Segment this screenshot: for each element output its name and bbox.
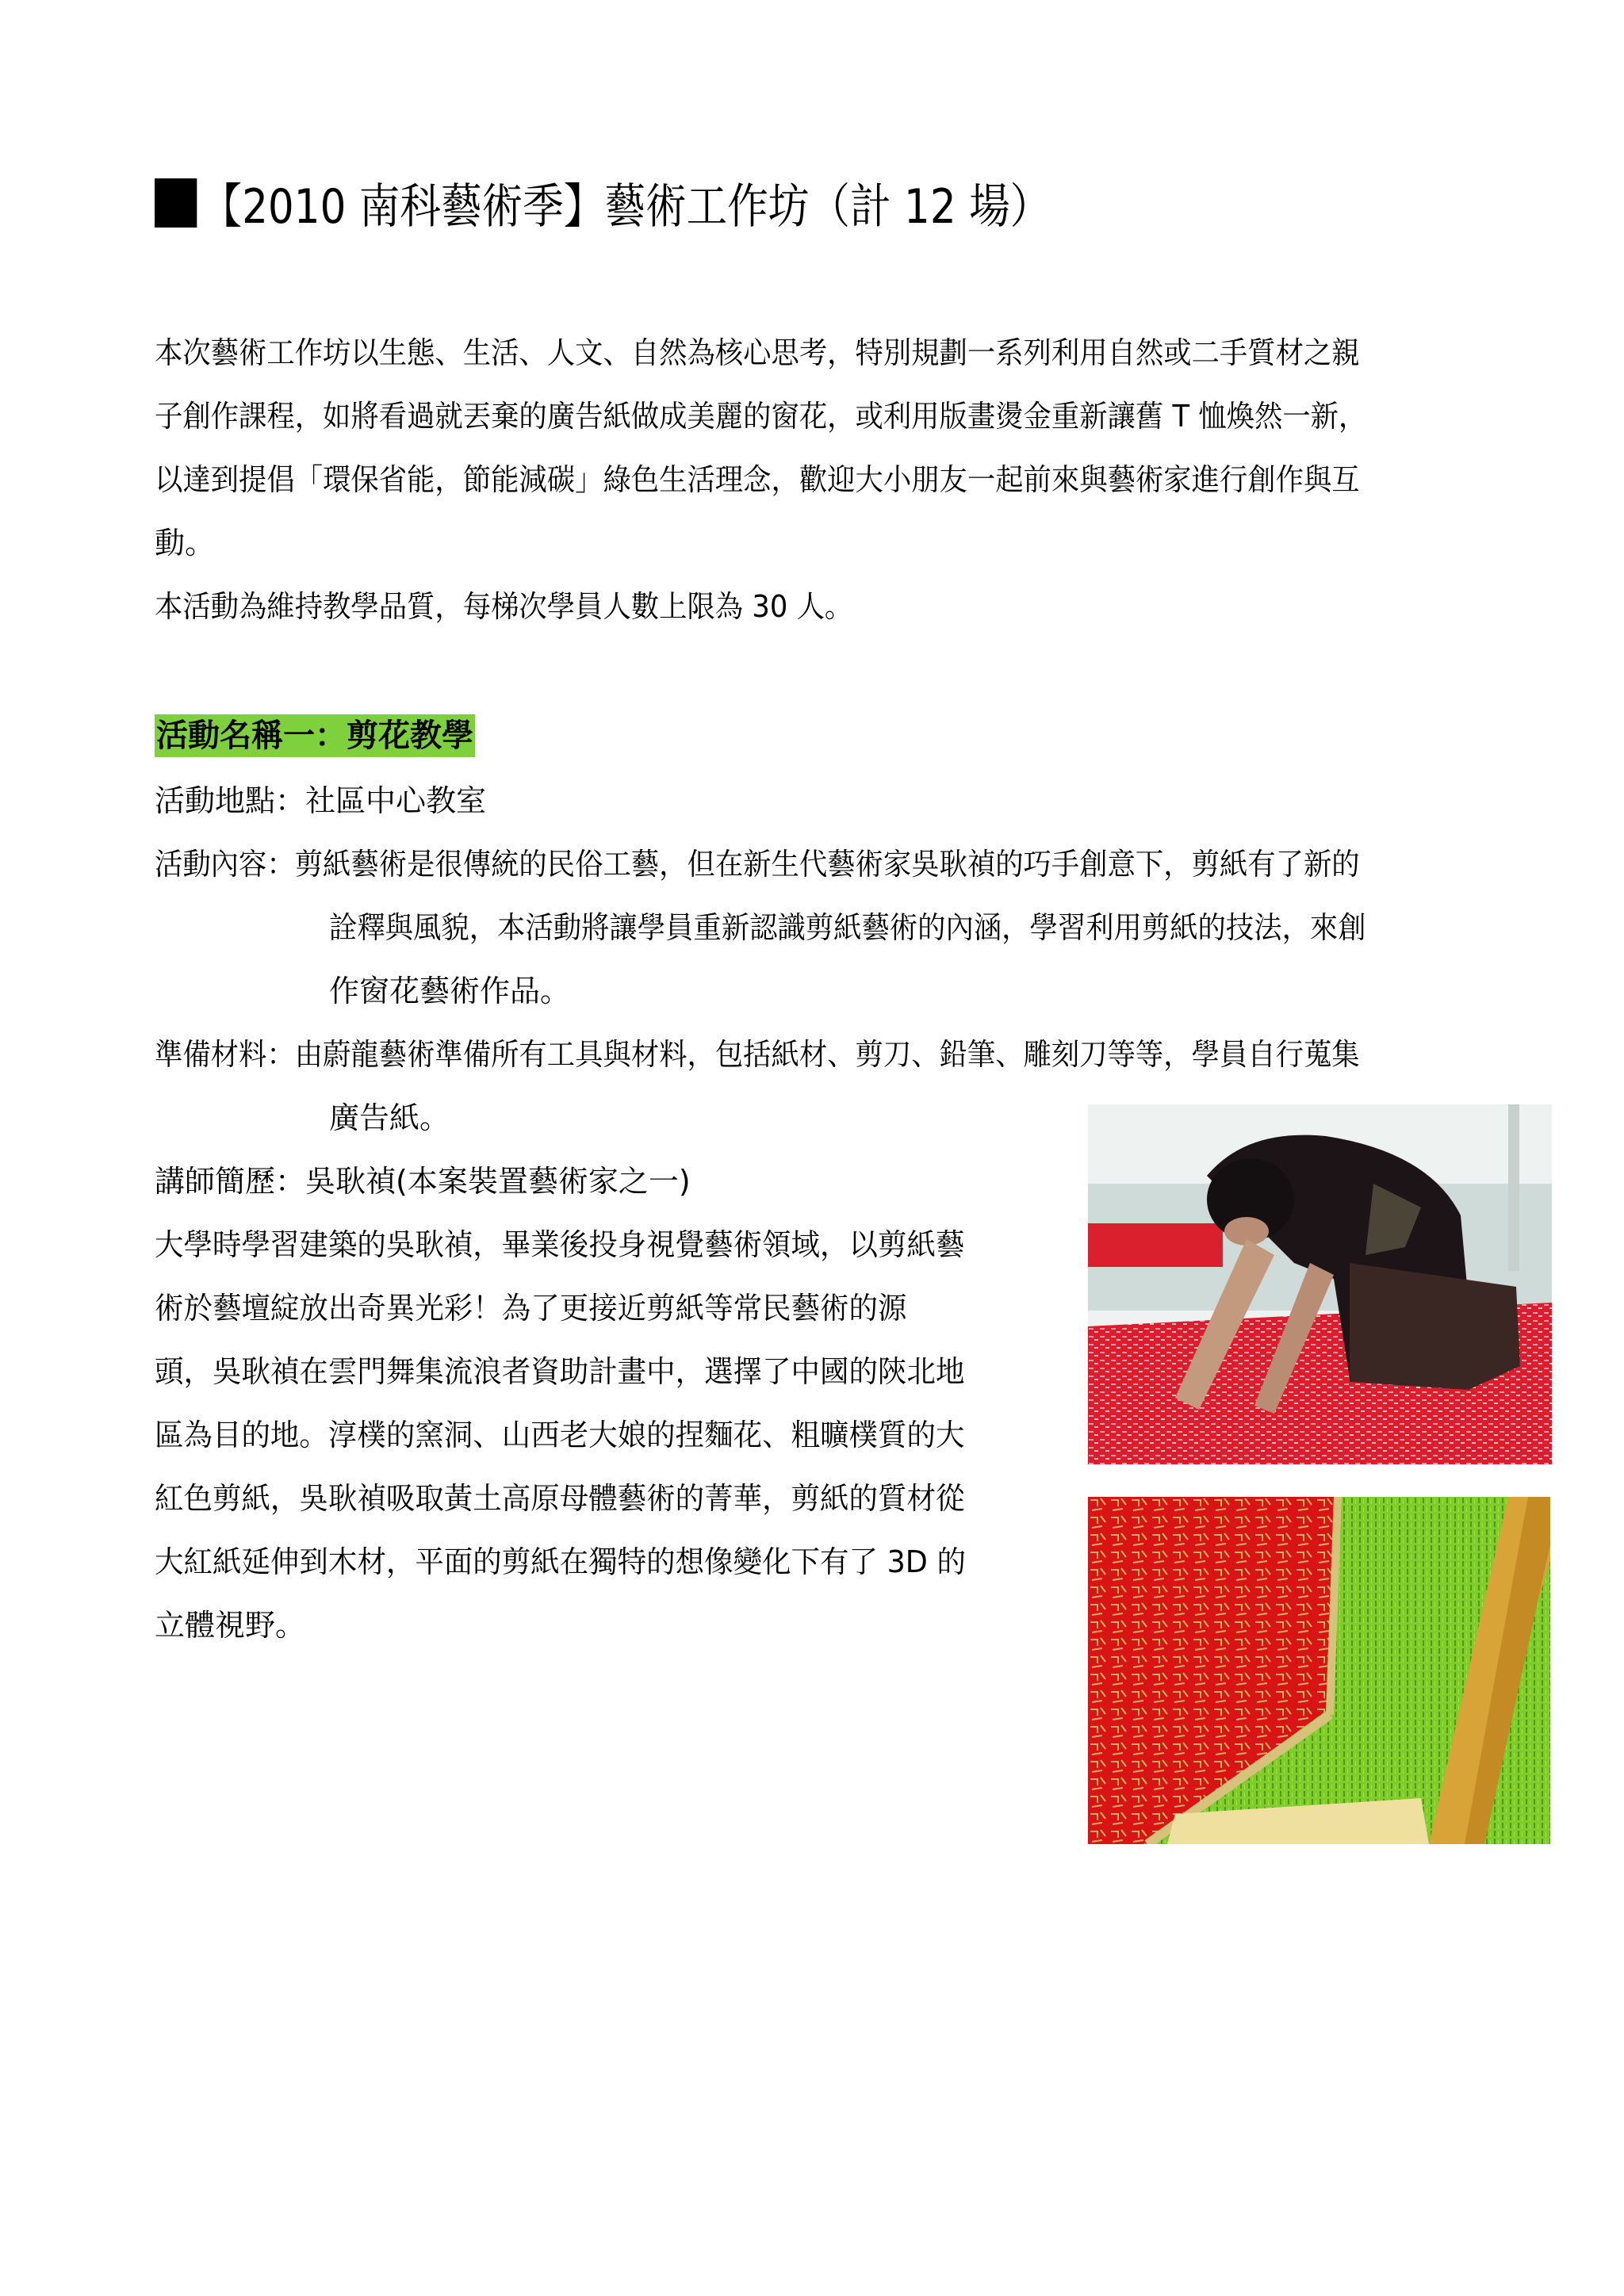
- activity-materials: [155, 1023, 1360, 1086]
- bio-line-2: 術於藝壇綻放出奇異光彩！為了更接近剪紙等常民藝術的源: [155, 1291, 907, 1326]
- instructor-label: 講師簡歷：: [155, 1164, 306, 1199]
- intro-line-1: 本次藝術工作坊以生態、生活、人文、自然為核心思考，特別規劃一系列利用自然或二手質材之親: [155, 335, 1360, 370]
- activity-content: [155, 832, 1360, 896]
- bio-line-1: 大學時學習建築的吳耿禎，畢業後投身視覺藝術領域，以剪紙藝: [155, 1227, 965, 1262]
- page-title: [155, 173, 1051, 233]
- intro-line-4: 動。: [155, 526, 216, 561]
- content-label: 活動內容：: [155, 847, 295, 882]
- red-papercut-panel-on-grass-photo: [1088, 1497, 1550, 1844]
- bio-line-6: 大紅紙延伸到木材，平面的剪紙在獨特的想像變化下有了 3D 的: [155, 1544, 966, 1579]
- content-line-1: 剪紙藝術是很傳統的民俗工藝，但在新生代藝術家吳耿禎的巧手創意下，剪紙有了新的: [294, 847, 1360, 882]
- capacity-note: 本活動為維持教學品質，每梯次學員人數上限為 30 人。: [155, 589, 853, 624]
- black-square-bullet-icon: [155, 178, 197, 228]
- artist-kneeling-on-red-papercut-photo: [1088, 1104, 1552, 1464]
- materials-line-1: 由蔚龍藝術準備所有工具與材料，包括紙材、剪刀、鉛筆、雕刻刀等等，學員自行蒐集: [294, 1037, 1360, 1072]
- activity-location: [155, 769, 486, 832]
- materials-label: 準備材料：: [155, 1037, 295, 1072]
- bio-line-3: 頭，吳耿禎在雲門舞集流浪者資助計畫中，選擇了中國的陝北地: [155, 1354, 965, 1389]
- activity-heading: 活動名稱一：剪花教學: [155, 714, 475, 757]
- materials-line-2: 廣告紙。: [329, 1100, 450, 1135]
- content-line-3: 作窗花藝術作品。: [329, 974, 571, 1008]
- content-line-2: 詮釋與風貌，本活動將讓學員重新認識剪紙藝術的內涵，學習利用剪紙的技法，來創: [329, 910, 1366, 945]
- instructor-name: 吳耿禎(本案裝置藝術家之一): [305, 1164, 691, 1199]
- activity-instructor: [155, 1150, 691, 1213]
- page-title-text: 【2010 南科藝術季】藝術工作坊（計 12 場）: [201, 179, 1051, 235]
- bio-line-7: 立體視野。: [155, 1608, 306, 1643]
- location-label: 活動地點：: [155, 783, 306, 818]
- bio-line-4: 區為目的地。淳樸的窯洞、山西老大娘的捏麵花、粗曠樸質的大: [155, 1418, 965, 1452]
- bio-line-5: 紅色剪紙，吳耿禎吸取黃土高原母體藝術的菁華，剪紙的質材從: [155, 1481, 965, 1516]
- intro-line-3: 以達到提倡「環保省能，節能減碳」綠色生活理念，歡迎大小朋友一起前來與藝術家進行創作與互: [155, 462, 1360, 497]
- location-value: 社區中心教室: [305, 783, 487, 818]
- intro-line-2: 子創作課程，如將看過就丟棄的廣告紙做成美麗的窗花，或利用版畫燙金重新讓舊 T 恤煥然一新，: [155, 399, 1367, 434]
